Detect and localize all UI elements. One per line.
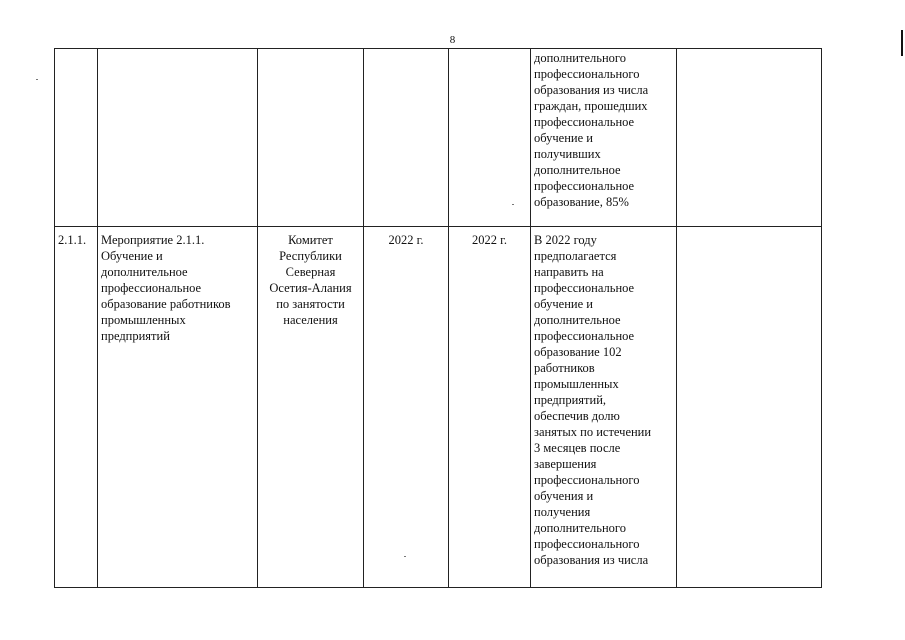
cell-line: 3 месяцев после — [534, 441, 621, 455]
cell-line: получивших — [534, 147, 601, 161]
cell-executor — [258, 49, 364, 227]
cell-line: образования из числа — [534, 83, 649, 97]
cell-name — [98, 49, 258, 227]
cell-line: Обучение и — [101, 249, 163, 263]
cell-line: обеспечив долю — [534, 409, 620, 423]
cell-line: завершения — [534, 457, 597, 471]
cell-line: работников — [534, 361, 595, 375]
cell-line: образования из числа — [534, 553, 649, 567]
cell-line: профессионального — [534, 67, 640, 81]
cell-line: образование 102 — [534, 345, 622, 359]
cell-name — [98, 227, 258, 588]
table-row — [55, 227, 822, 588]
cell-line: дополнительного — [534, 51, 626, 65]
scan-edge-mark — [901, 30, 903, 56]
cell-line: образование, 85% — [534, 195, 629, 209]
scan-dot — [36, 79, 38, 80]
cell-line: обучения и — [534, 489, 594, 503]
cell-line: профессиональное — [534, 115, 635, 129]
cell-line: предприятий, — [534, 393, 607, 407]
activities-table — [54, 48, 822, 588]
cell-line: профессионального — [534, 537, 640, 551]
cell-line: профессиональное — [534, 179, 635, 193]
cell-line: предполагается — [534, 249, 617, 263]
cell-number: 2.1.1. — [55, 227, 98, 588]
cell-line: Мероприятие 2.1.1. — [101, 233, 205, 247]
cell-line: дополнительного — [534, 521, 626, 535]
cell-line: Республики — [279, 249, 342, 263]
cell-line: по занятости — [276, 297, 345, 311]
cell-line: профессионального — [534, 473, 640, 487]
cell-line: Осетия-Алания — [269, 281, 352, 295]
cell-line: В 2022 году — [534, 233, 597, 247]
cell-expected-result — [531, 49, 677, 227]
cell-line: предприятий — [101, 329, 170, 343]
cell-line: занятых по истечении — [534, 425, 652, 439]
cell-line: обучение и — [534, 297, 593, 311]
cell-line: образование работников — [101, 297, 231, 311]
cell-start-date: 2022 г. — [364, 227, 449, 588]
cell-line: населения — [283, 313, 338, 327]
cell-line: дополнительное — [534, 313, 621, 327]
cell-end-date: 2022 г. — [449, 227, 531, 588]
cell-line: Северная — [285, 265, 336, 279]
cell-number — [55, 49, 98, 227]
cell-line: профессиональное — [534, 329, 635, 343]
table-row — [55, 49, 822, 227]
cell-start-date — [364, 49, 449, 227]
scan-dot — [512, 204, 514, 205]
cell-expected-result — [531, 227, 677, 588]
cell-note — [677, 227, 822, 588]
cell-end-date — [449, 49, 531, 227]
page-number: 8 — [449, 34, 456, 46]
cell-line: Комитет — [288, 233, 333, 247]
cell-executor — [258, 227, 364, 588]
cell-line: получения — [534, 505, 591, 519]
cell-line: дополнительное — [101, 265, 188, 279]
cell-line: граждан, прошедших — [534, 99, 648, 113]
cell-note — [677, 49, 822, 227]
cell-line: обучение и — [534, 131, 593, 145]
cell-line: дополнительное — [534, 163, 621, 177]
scan-dot — [404, 556, 406, 557]
cell-line: профессиональное — [101, 281, 202, 295]
cell-line: промышленных — [101, 313, 186, 327]
cell-line: промышленных — [534, 377, 619, 391]
cell-line: профессиональное — [534, 281, 635, 295]
cell-line: направить на — [534, 265, 604, 279]
